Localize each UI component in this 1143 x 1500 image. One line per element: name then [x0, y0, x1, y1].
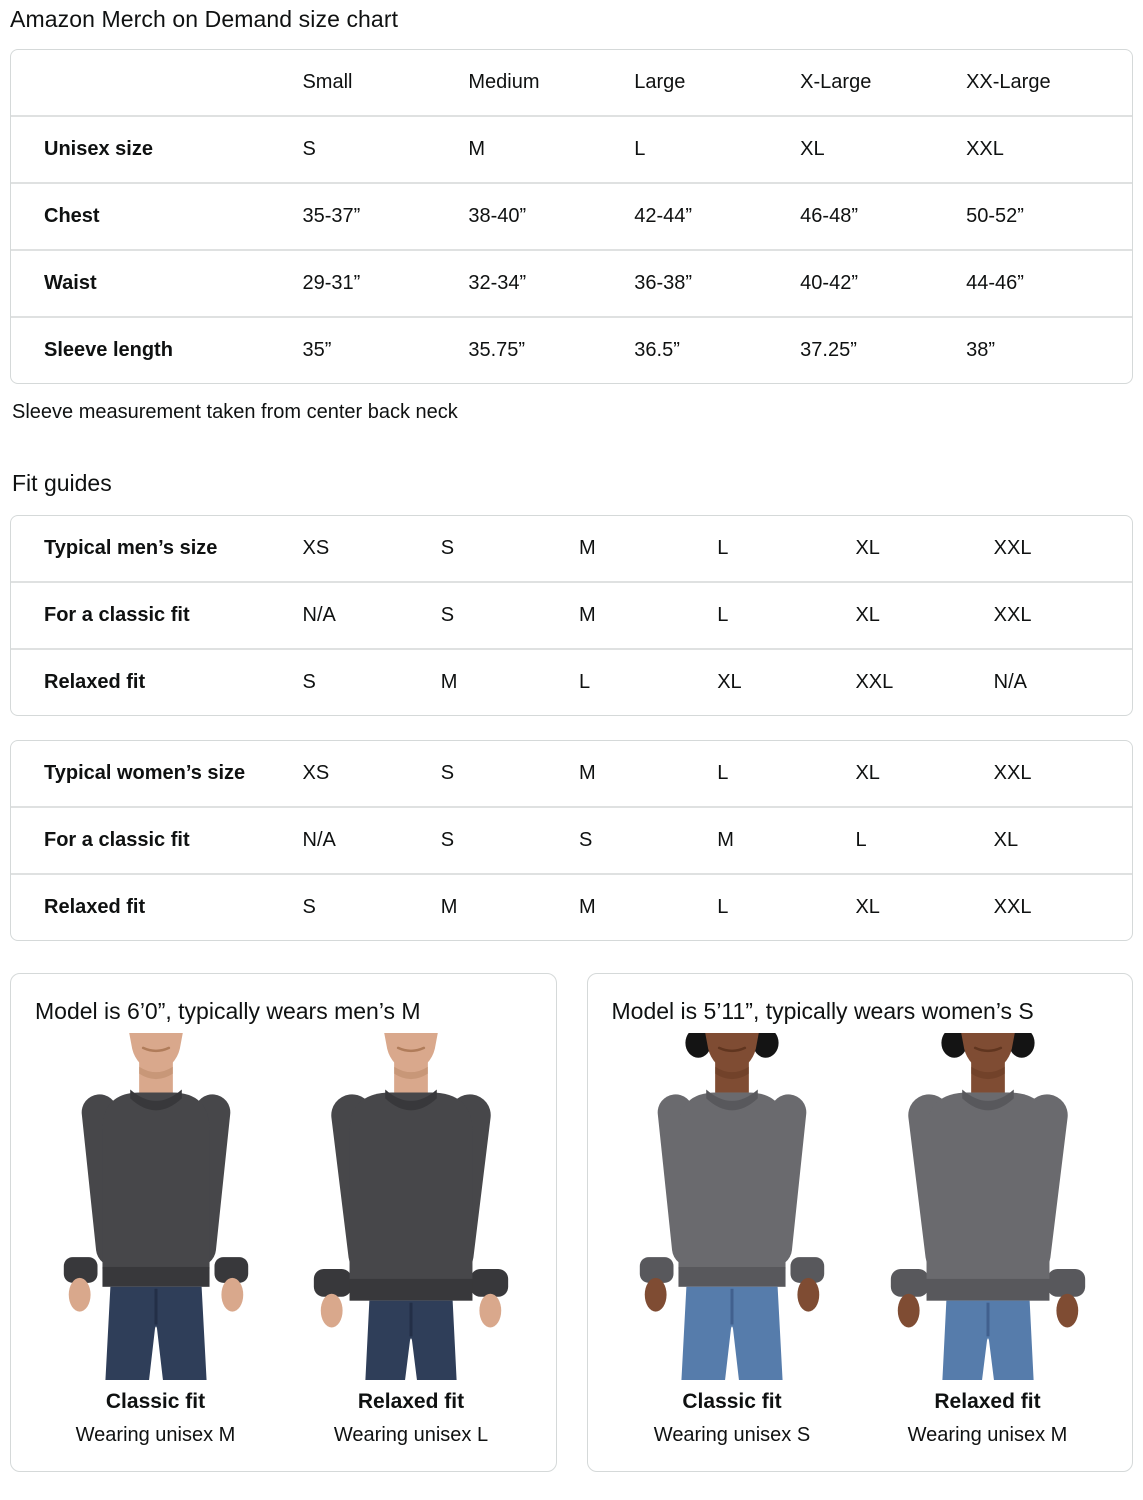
cell: L [717, 537, 729, 559]
row-label: Relaxed fit [11, 874, 303, 940]
row-label: Relaxed fit [11, 649, 303, 715]
cell: 46-48” [800, 183, 966, 250]
cell: S [440, 537, 455, 559]
cell: 37.25” [800, 317, 966, 383]
cell: 35-37” [302, 183, 468, 250]
model-photo [869, 1033, 1107, 1380]
table-row [11, 582, 1132, 649]
model-figure-relaxed [869, 1033, 1107, 1447]
column-header: X-Large [800, 71, 872, 93]
model-photo [613, 1033, 851, 1380]
womens-model-card [587, 973, 1134, 1472]
table-row [11, 250, 1132, 317]
model-figure-classic [37, 1033, 275, 1447]
cell: L [717, 762, 729, 784]
cell: S [302, 116, 468, 183]
cell: XL [855, 537, 880, 559]
row-label: Typical men’s size [44, 537, 218, 559]
cell: 50-52” [966, 183, 1132, 250]
row-label: Sleeve length [11, 317, 302, 383]
cell: L [855, 807, 993, 874]
cell: XXL [966, 116, 1132, 183]
page-title: Amazon Merch on Demand size chart [10, 6, 399, 32]
figure-caption [613, 1390, 851, 1447]
model-card-heading: Model is 5’11”, typically wears women’s S [611, 998, 1034, 1024]
table-row [11, 874, 1132, 940]
row-label: Waist [11, 250, 302, 317]
cell: S [303, 649, 441, 715]
cell: 44-46” [966, 250, 1132, 317]
cell: 35.75” [468, 317, 634, 383]
cell: N/A [303, 807, 441, 874]
cell: XXL [993, 537, 1032, 559]
cell: M [468, 116, 634, 183]
figure-caption [37, 1390, 275, 1447]
corner-cell [11, 50, 302, 116]
figure-caption [292, 1390, 530, 1447]
table-row [11, 741, 1132, 807]
cell: S [441, 582, 579, 649]
model-cards [10, 973, 1133, 1472]
cell: 35” [302, 317, 468, 383]
cell: XS [302, 762, 330, 784]
cell: M [579, 582, 717, 649]
mens-fit-table-card [10, 515, 1133, 716]
table-row [11, 516, 1132, 582]
wearing-label: Wearing unisex L [333, 1424, 489, 1446]
size-table [11, 50, 1132, 383]
row-label: Chest [11, 183, 302, 250]
column-header: Large [634, 71, 686, 93]
table-row [11, 317, 1132, 383]
mens-fit-table [11, 516, 1132, 715]
model-figure-relaxed [292, 1033, 530, 1447]
cell: XS [302, 537, 330, 559]
cell: S [303, 874, 441, 940]
row-label: Typical women’s size [44, 762, 246, 784]
cell: 38-40” [468, 183, 634, 250]
cell: M [717, 807, 855, 874]
womens-fit-table [11, 741, 1132, 940]
cell: XL [717, 649, 855, 715]
cell: S [440, 762, 455, 784]
row-label: For a classic fit [11, 807, 303, 874]
fit-label: Classic fit [682, 1390, 782, 1413]
cell: M [579, 874, 717, 940]
cell: L [717, 582, 855, 649]
cell: 36-38” [634, 250, 800, 317]
column-header: XX-Large [966, 71, 1051, 93]
sleeve-note: Sleeve measurement taken from center back neck [12, 401, 458, 423]
cell: S [579, 807, 717, 874]
wearing-label: Wearing unisex S [653, 1424, 811, 1446]
mens-model-card [10, 973, 557, 1472]
cell: N/A [994, 649, 1132, 715]
cell: L [634, 116, 800, 183]
cell: S [441, 807, 579, 874]
model-photo [37, 1033, 275, 1380]
cell: N/A [303, 582, 441, 649]
table-row [11, 183, 1132, 250]
men-figures [19, 1033, 548, 1447]
cell: 42-44” [634, 183, 800, 250]
table-row [11, 807, 1132, 874]
cell: 38” [966, 317, 1132, 383]
fit-label: Relaxed fit [934, 1390, 1041, 1413]
cell: XL [994, 807, 1132, 874]
cell: M [578, 537, 596, 559]
cell: XL [855, 762, 880, 784]
cell: M [441, 874, 579, 940]
table-row [11, 116, 1132, 183]
column-header: Medium [468, 71, 540, 93]
table-row [11, 649, 1132, 715]
size-table-card [10, 49, 1133, 384]
cell: XL [800, 116, 966, 183]
cell: 32-34” [468, 250, 634, 317]
figure-caption [869, 1390, 1107, 1447]
cell: 29-31” [302, 250, 468, 317]
size-table-header-row [11, 50, 1132, 116]
fit-label: Relaxed fit [357, 1390, 465, 1413]
fit-guides-heading: Fit guides [12, 470, 112, 496]
cell: 40-42” [800, 250, 966, 317]
cell: XXL [994, 582, 1132, 649]
cell: XL [855, 582, 993, 649]
column-header: Small [302, 71, 353, 93]
cell: XXL [993, 762, 1032, 784]
women-figures [596, 1033, 1125, 1447]
model-figure-classic [613, 1033, 851, 1447]
model-card-heading: Model is 6’0”, typically wears men’s M [35, 998, 421, 1024]
cell: L [579, 649, 717, 715]
cell: XXL [994, 874, 1132, 940]
cell: M [578, 762, 596, 784]
cell: XXL [855, 649, 993, 715]
cell: 36.5” [634, 317, 800, 383]
wearing-label: Wearing unisex M [907, 1424, 1068, 1446]
cell: L [717, 874, 855, 940]
womens-fit-table-card [10, 740, 1133, 941]
cell: XL [855, 874, 993, 940]
wearing-label: Wearing unisex M [75, 1424, 236, 1446]
fit-label: Classic fit [105, 1390, 206, 1413]
cell: M [441, 649, 579, 715]
row-label: Unisex size [11, 116, 302, 183]
row-label: For a classic fit [11, 582, 303, 649]
model-photo [292, 1033, 530, 1380]
